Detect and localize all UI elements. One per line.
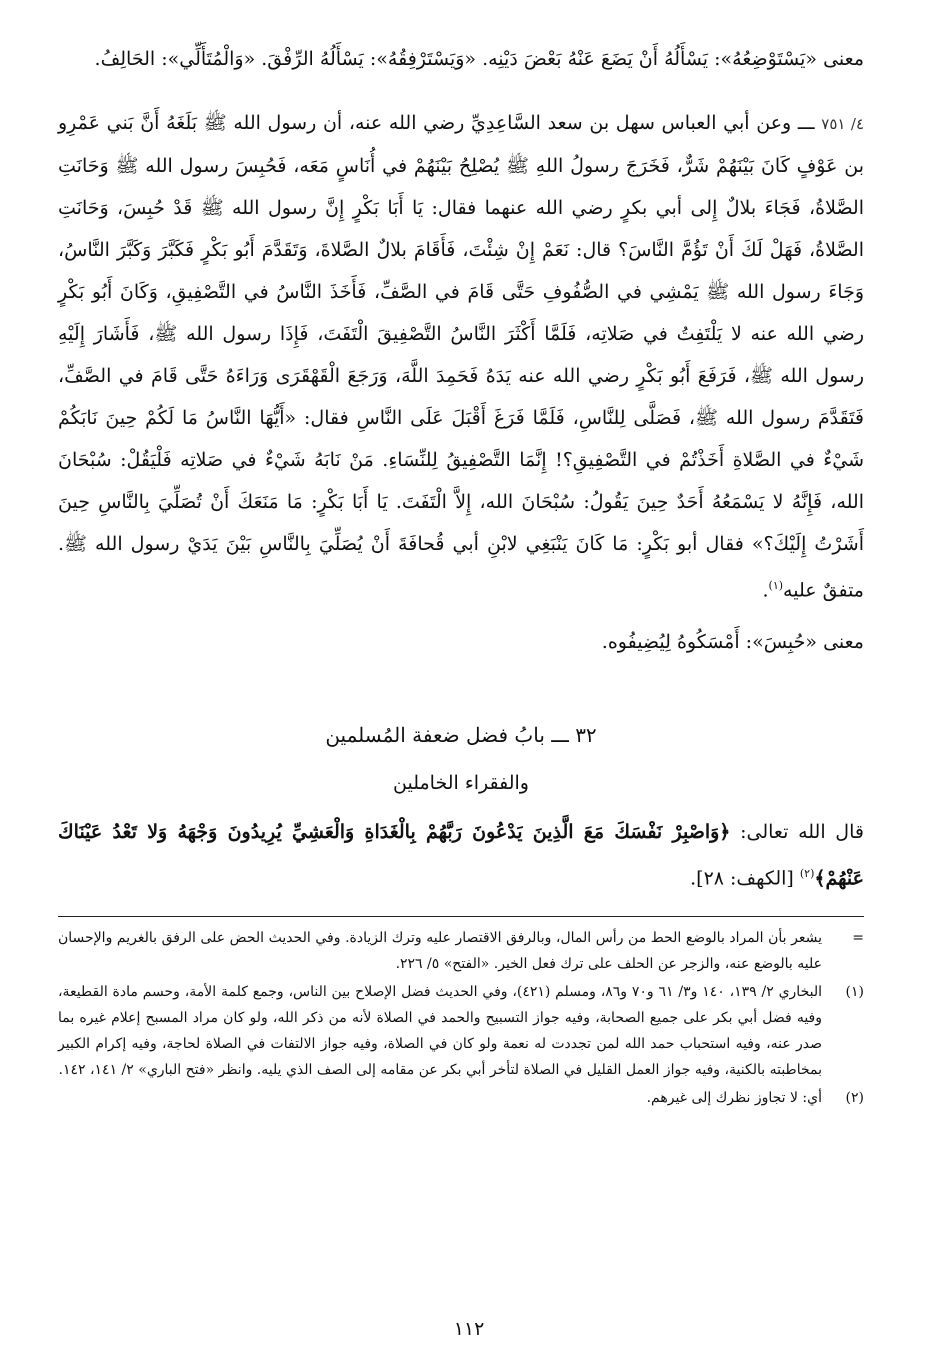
footnote-text: أي: لا تجاوز نظرك إلى غيرهم. bbox=[646, 1089, 822, 1106]
verse-prefix: قال الله تعالى: bbox=[740, 821, 864, 844]
chapter-subtitle: والفقراء الخاملين bbox=[393, 772, 529, 795]
intro-paragraph bbox=[58, 38, 864, 80]
quran-verse: ﴿وَاصْبِرْ نَفْسَكَ مَعَ الَّذِينَ يَدْعُونَ رَبَّهُمْ بِالْغَدَاةِ وَالْعَشِيِّ يُرِيدُونَ وَجْهَهُ وَلا تَعْدُ عَيْنَاكَ عَنْهُمْ﴾ bbox=[58, 821, 864, 890]
footnote-item bbox=[58, 925, 864, 977]
intro-text: معنى «يَسْتَوْضِعُهُ»: يَسْأَلُهُ أَنْ يَضَعَ عَنْهُ بَعْضَ دَيْنِه. «وَيَسْتَرْفِقُهُ»: يَسْأَلُهُ الرِّفْقَ. «وَالْمُتَأَلِّي»: الحَالِفُ. bbox=[94, 48, 864, 70]
footnote-mark: (١) bbox=[845, 983, 864, 1000]
footnote-mark: (٢) bbox=[845, 1089, 864, 1106]
footnote-item bbox=[58, 1085, 864, 1111]
hadith-paragraph: ٤/ ٧٥١ ـــ وعن أبي العباس سهل بن سعد السَّاعِدِيِّ رضي الله عنه، أن رسول الله ﷺ بَلَغَهُ أَنَّ بَني عَمْرِو بن عَوْفٍ كَانَ بَيْنَهُمْ شَرٌّ، فَخَرَجَ رسولُ اللهِ ﷺ يُصْلِحُ بَيْنَهُمْ في أُنَاسٍ مَعَه، فَحُبِسَ رسول الله ﷺ وَحَانَتِ الصَّلاةُ، فَجَاءَ بلالٌ إِلى أبي بكرٍ رضي الله عنهما فقال: يَا أَبَا بَكْرٍ إِنَّ رسول الله ﷺ قَدْ حُبِسَ، وَحَانَتِ الصَّلاةُ، فَهَلْ لَكَ أَنْ تَؤُمَّ النَّاسَ؟ قال: نَعَمْ إِنْ شِئْتَ، فَأَقَامَ بلالٌ الصَّلاةَ، وَتَقَدَّمَ أَبُو بَكْرٍ فَكَبَّرَ وَكَبَّرَ النَّاسُ، وَجَاءَ رسول الله ﷺ يَمْشِي في الصُّفُوفِ حَتَّى قَامَ في الصَّفِّ، فَأَخَذَ النَّاسُ في التَّصْفِيقِ، وَكَانَ أَبُو بَكْرٍ رضي الله عنه لا يَلْتَفِتُ في صَلاتِه، فَلَمَّا أَكْثَرَ النَّاسُ التَّصْفِيقَ الْتَفَتَ، فَإِذَا رسول الله ﷺ، فَأَشَارَ إِلَيْهِ رسول الله ﷺ، فَرَفَعَ أَبُو بَكْرٍ رضي الله عنه يَدَهُ فَحَمِدَ اللَّهَ، وَرَجَعَ الْقَهْقَرَى وَرَاءَهُ حَتَّى قَامَ في الصَّفِّ، فَتَقَدَّمَ رسول الله ﷺ، فَصَلَّى لِلنَّاسِ، فَلَمَّا فَرَغَ أَقْبَلَ عَلَى النَّاسِ فقال: «أَيُّهَا النَّاسُ مَا لَكُمْ حِينَ نَابَكُمْ شَيْءٌ في الصَّلاةِ أَخَذْتُمْ في التَّصْفِيقِ؟! إِنَّمَا التَّصْفِيقُ لِلنِّسَاءِ. مَنْ نَابَهُ شَيْءٌ في صَلاتِه فَلْيَقُلْ: سُبْحَانَ الله، فَإِنَّهُ لا يَسْمَعُهُ أَحَدٌ حِينَ يَقُولُ: سُبْحَانَ الله، إِلاَّ الْتَفَتَ. يَا أَبَا بَكْرٍ: مَا مَنَعَكَ أَنْ تُصَلِّيَ بِالنَّاسِ حِينَ أَشَرْتُ إِلَيْكَ؟» فقال أبو بَكْرٍ: مَا كَانَ يَنْبَغِي لابْنِ أبي قُحافَةَ أَنْ يُصَلِّيَ بِالنَّاسِ بَيْنَ يَدَيْ رسول الله ﷺ. متفقٌ عليه$^{(١)}$. bbox=[58, 112, 864, 602]
footnote-mark: = bbox=[852, 929, 864, 946]
page-number: ١١٢ bbox=[453, 1318, 485, 1340]
hadith-footnote-ref: (١) bbox=[768, 579, 784, 592]
meaning-paragraph bbox=[58, 621, 864, 663]
verse-footnote-ref: (٢) bbox=[799, 867, 815, 881]
verse-citation: [الكهف: ٢٨]. bbox=[690, 867, 794, 890]
footnote-text: يشعر بأن المراد بالوضع الحط من رأس المال، وبالرفق الاقتصار عليه وترك الزيادة. وفي الحديث الحض على الرفق بالغريم والإحسان عليه بالوضع عنه، والزجر عن الحلف على ترك فعل الخير. «الفتح» ٥/ ٢٢٦. bbox=[58, 929, 822, 972]
hadith-text: ـــ وعن أبي العباس سهل بن سعد السَّاعِدِيِّ رضي الله عنه، أن رسول الله ﷺ بَلَغَهُ أَنَّ بَني عَمْرِو بن عَوْفٍ كَانَ بَيْنَهُمْ شَرٌّ، فَخَرَجَ رسولُ اللهِ ﷺ يُصْلِحُ بَيْنَهُمْ في أُنَاسٍ مَعَه، فَحُبِسَ رسول الله ﷺ وَحَانَتِ الصَّلاةُ، فَجَاءَ بلالٌ إِلى أبي بكرٍ رضي الله عنهما فقال: يَا أَبَا بَكْرٍ إِنَّ رسول الله ﷺ قَدْ حُبِسَ، وَحَانَتِ الصَّلاةُ، فَهَلْ لَكَ أَنْ تَؤُمَّ النَّاسَ؟ قال: نَعَمْ إِنْ شِئْتَ، فَأَقَامَ بلالٌ الصَّلاةَ، وَتَقَدَّمَ أَبُو بَكْرٍ فَكَبَّرَ وَكَبَّرَ النَّاسُ، وَجَاءَ رسول الله ﷺ يَمْشِي في الصُّفُوفِ حَتَّى قَامَ في الصَّفِّ، فَأَخَذَ النَّاسُ في التَّصْفِيقِ، وَكَانَ أَبُو بَكْرٍ رضي الله عنه لا يَلْتَفِتُ في صَلاتِه، فَلَمَّا أَكْثَرَ النَّاسُ التَّصْفِيقَ الْتَفَتَ، فَإِذَا رسول الله ﷺ، فَأَشَارَ إِلَيْهِ رسول الله ﷺ، فَرَفَعَ أَبُو بَكْرٍ رضي الله عنه يَدَهُ فَحَمِدَ اللَّهَ، وَرَجَعَ الْقَهْقَرَى وَرَاءَهُ حَتَّى قَامَ في الصَّفِّ، فَتَقَدَّمَ رسول الله ﷺ، فَصَلَّى لِلنَّاسِ، فَلَمَّا فَرَغَ أَقْبَلَ عَلَى النَّاسِ فقال: «أَيُّهَا النَّاسُ مَا لَكُمْ حِينَ نَابَكُمْ شَيْءٌ في الصَّلاةِ أَخَذْتُمْ في التَّصْفِيقِ؟! إِنَّمَا التَّصْفِيقُ لِلنِّسَاءِ. مَنْ نَابَهُ شَيْءٌ في صَلاتِه فَلْيَقُلْ: سُبْحَانَ الله، فَإِنَّهُ لا يَسْمَعُهُ أَحَدٌ حِينَ يَقُولُ: سُبْحَانَ الله، إِلاَّ الْتَفَتَ. يَا أَبَا بَكْرٍ: مَا مَنَعَكَ أَنْ تُصَلِّيَ بِالنَّاسِ حِينَ أَشَرْتُ إِلَيْكَ؟» فقال أبو بَكْرٍ: مَا كَانَ يَنْبَغِي لابْنِ أبي قُحافَةَ أَنْ يُصَلِّيَ بِالنَّاسِ بَيْنَ يَدَيْ رسول الله ﷺ. متفقٌ عليه bbox=[58, 112, 864, 602]
page-body bbox=[58, 38, 864, 1113]
chapter-title: ٣٢ ـــ بابُ فضل ضعفة المُسلمين bbox=[325, 723, 597, 748]
meaning-text: معنى «حُبِسَ»: أَمْسَكُوهُ لِيُضِيفُوه. bbox=[601, 631, 864, 654]
footnote-text: البخاري ٢/ ١٣٩، ١٤٠ و٣/ ٦١ و٧٠ و٨٦، ومسلم (٤٢١)، وفي الحديث فضل الإصلاح بين الناس، وجمع كلمة الأمة، وحسم مادة القطيعة، وفيه فضل أبي بكر على جميع الصحابة، وفيه جواز التسبيح والحمد في الصلاة لأنه من ذكر الله، ولو كان مراد المسبح إعلام غيره بما صدر عنه، وفيه استحباب حمد الله لمن تجددت له نعمة ولو كان في الصلاة، وفيه جواز الالتفات في الصلاة لحاجة، وفيه إكرام الكبير بمخاطبته بالكنية، وفيه جواز العمل القليل في الصلاة لتأخر أبي بكر عن مقامه إلى الصف الذي يليه. وانظر «فتح الباري» ٢/ ١٤١، ١٤٢. bbox=[58, 983, 822, 1078]
hadith-number: ٤/ ٧٥١ bbox=[821, 115, 864, 133]
verse-paragraph bbox=[58, 811, 864, 899]
footnote-item bbox=[58, 979, 864, 1083]
footnote-separator bbox=[58, 916, 864, 917]
footnotes bbox=[58, 925, 864, 1111]
